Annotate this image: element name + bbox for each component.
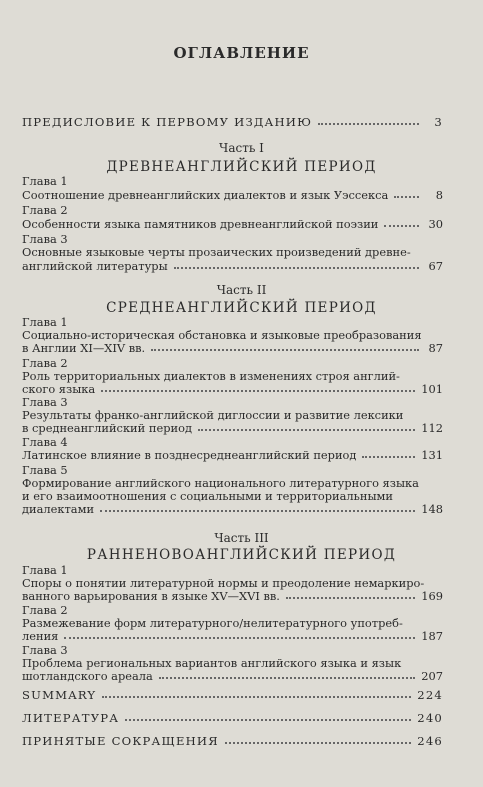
entry-text: ванного варьирования в языке XV—XVI вв.	[22, 589, 280, 603]
toc-entry	[22, 502, 443, 516]
toc-entry	[22, 629, 443, 643]
chapter-label: Глава 1	[22, 174, 68, 188]
entry-text: в Англии XI—XIV вв.	[22, 341, 146, 355]
chapter-label: Глава 2	[22, 203, 68, 217]
preface-entry	[22, 115, 443, 129]
chapter-label: Глава 4	[22, 435, 68, 449]
entry-text: в среднеанглийский период	[22, 421, 192, 435]
entry-page: 67	[428, 259, 443, 273]
entry-text-line: Основные языковые черты прозаических произведений древне-	[22, 245, 411, 259]
part-1-label: Часть I	[219, 141, 264, 155]
leader-dots	[318, 123, 419, 125]
part-3-title: РАННЕНОВОАНГЛИЙСКИЙ ПЕРИОД	[86, 547, 397, 563]
preface-text: ПРЕДИСЛОВИЕ К ПЕРВОМУ ИЗДАНИЮ	[22, 115, 313, 129]
entry-text: ского языка	[22, 382, 96, 396]
toc-entry	[22, 589, 443, 603]
entry-text: шотландского ареала	[22, 669, 153, 683]
entry-page: 131	[421, 448, 443, 462]
entry-text: Соотношение древнеанглийских диалектов и язык Уэссекса	[22, 188, 389, 202]
entry-page: 187	[421, 629, 443, 643]
entry-page: 148	[421, 502, 443, 516]
chapter-label: Глава 3	[22, 395, 68, 409]
entry-text-line: Роль территориальных диалектов в изменениях строя англий-	[22, 369, 400, 383]
entry-page: 240	[417, 711, 443, 725]
toc-entry	[22, 188, 443, 202]
literature-entry	[22, 711, 443, 725]
entry-text-line: Социально-историческая обстановка и языковые преобразования	[22, 328, 422, 342]
toc-entry	[22, 341, 443, 355]
entry-page: 30	[428, 217, 443, 231]
summary-entry	[22, 688, 443, 702]
chapter-label: Глава 3	[22, 643, 68, 657]
leader-dots	[362, 456, 415, 458]
toc-entry	[22, 217, 443, 231]
toc-entry	[22, 448, 443, 462]
toc-entry	[22, 421, 443, 435]
leader-dots	[394, 196, 419, 198]
chapter-label: Глава 2	[22, 603, 68, 617]
leader-dots	[101, 390, 415, 392]
preface-page: 3	[434, 115, 443, 129]
entry-page: 246	[417, 734, 443, 748]
toc-entry	[22, 382, 443, 396]
leader-dots	[100, 510, 415, 512]
entry-text: диалектами	[22, 502, 95, 516]
entry-page: 112	[421, 421, 443, 435]
leader-dots	[384, 225, 419, 227]
abbreviations-entry	[22, 734, 443, 748]
leader-dots	[225, 742, 411, 744]
entry-text: Особенности языка памятников древнеанглийской поэзии	[22, 217, 379, 231]
entry-text: английской литературы	[22, 259, 168, 273]
leader-dots	[159, 677, 415, 679]
leader-dots	[174, 267, 419, 269]
entry-text: ЛИТЕРАТУРА	[22, 711, 120, 725]
part-1-title: ДРЕВНЕАНГЛИЙСКИЙ ПЕРИОД	[106, 159, 377, 175]
entry-text: Латинское влияние в позднесреднеанглийский период	[22, 448, 357, 462]
entry-page: 224	[417, 688, 443, 702]
entry-page: 87	[428, 341, 443, 355]
leader-dots	[102, 696, 411, 698]
entry-text-line: Формирование английского национального литературного языка	[22, 476, 419, 490]
entry-text-line: Споры о понятии литературной нормы и преодоление немаркиро-	[22, 576, 425, 590]
leader-dots	[64, 637, 415, 639]
chapter-label: Глава 2	[22, 356, 68, 370]
entry-text-line: Проблема региональных вариантов английского языка и язык	[22, 656, 402, 670]
entry-page: 207	[421, 669, 443, 683]
chapter-label: Глава 5	[22, 463, 68, 477]
entry-text-line: Результаты франко-английской диглоссии и развитие лексики	[22, 408, 404, 422]
entry-text-line: и его взаимоотношения с социальными и территориальными	[22, 489, 393, 503]
entry-page: 101	[421, 382, 443, 396]
entry-text: SUMMARY	[22, 688, 97, 702]
leader-dots	[125, 719, 411, 721]
toc-entry	[22, 259, 443, 273]
entry-page: 169	[421, 589, 443, 603]
part-2-label: Часть II	[216, 283, 267, 297]
entry-text: ления	[22, 629, 59, 643]
toc-entry	[22, 669, 443, 683]
part-2-title: СРЕДНЕАНГЛИЙСКИЙ ПЕРИОД	[106, 300, 377, 316]
chapter-label: Глава 1	[22, 315, 68, 329]
leader-dots	[151, 349, 419, 351]
entry-text: ПРИНЯТЫЕ СОКРАЩЕНИЯ	[22, 734, 219, 748]
leader-dots	[198, 429, 415, 431]
chapter-label: Глава 3	[22, 232, 68, 246]
part-3-label: Часть III	[214, 531, 269, 545]
entry-page: 8	[435, 188, 443, 202]
toc-title: ОГЛАВЛЕНИЕ	[173, 44, 310, 62]
leader-dots	[286, 597, 415, 599]
chapter-label: Глава 1	[22, 563, 68, 577]
entry-text-line: Размежевание форм литературного/нелитературного употреб-	[22, 616, 403, 630]
